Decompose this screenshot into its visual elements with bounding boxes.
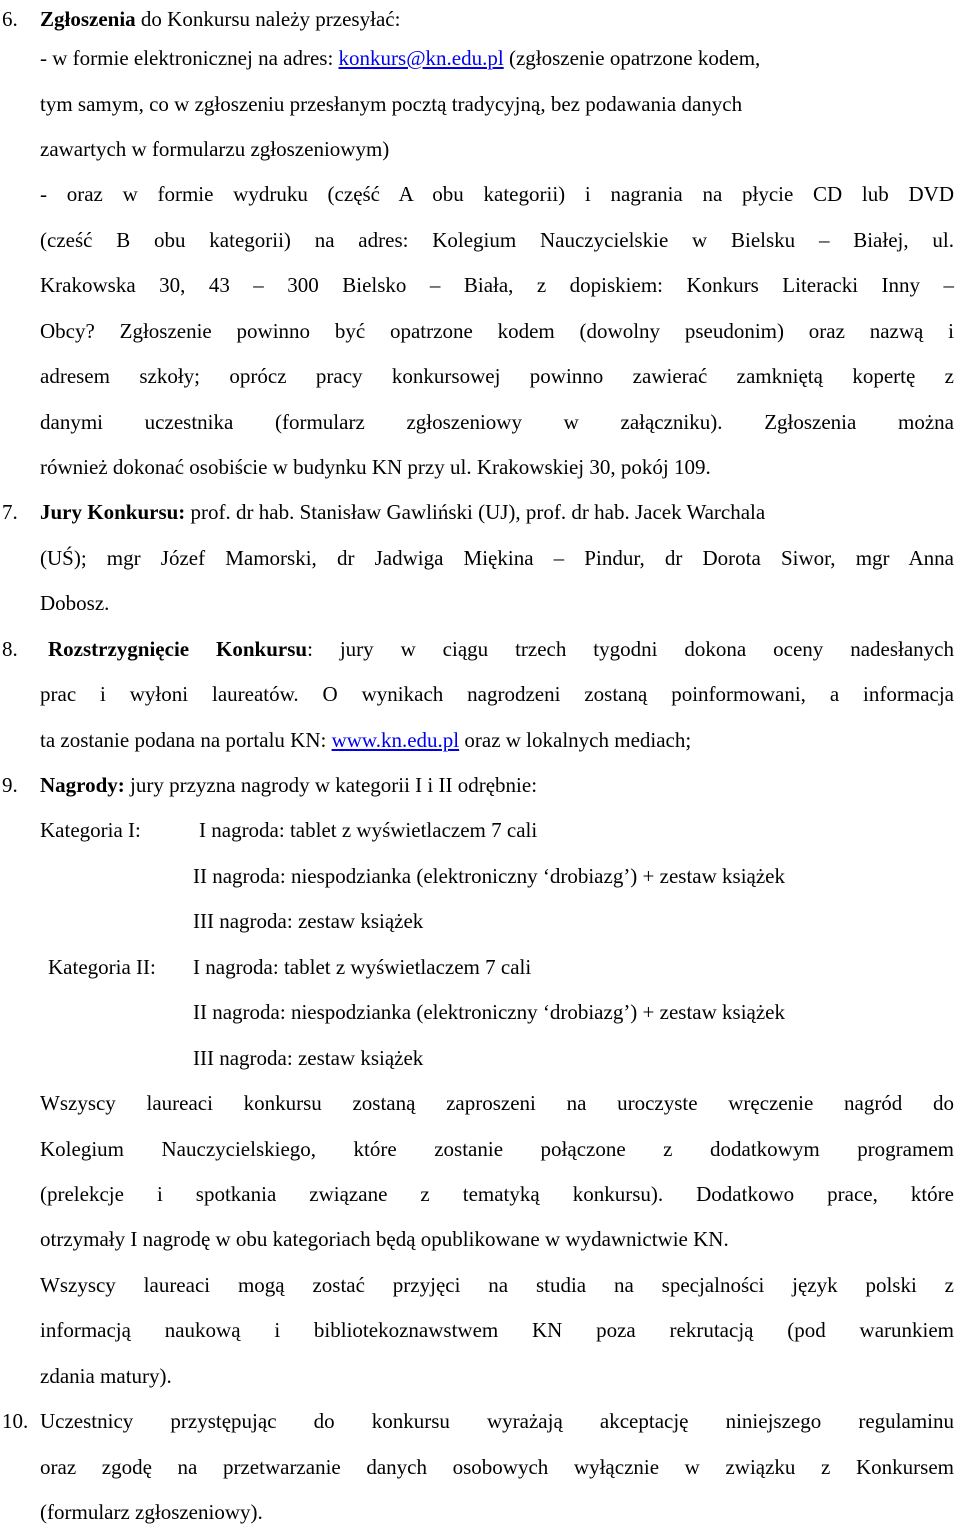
- section-9-line-1: Wszyscy laureaci konkursu zostaną zaproszeni na uroczyste wręczenie nagród do: [40, 1091, 954, 1115]
- section-8-title: Rozstrzygnięcie Konkursu: [48, 637, 308, 661]
- section-8-line-3-post: oraz w lokalnych mediach;: [459, 728, 692, 752]
- section-9-line-3: (prelekcje i spotkania związane z tematyką konkursu). Dodatkowo prace, które: [40, 1182, 954, 1206]
- section-6-heading: [40, 7, 400, 31]
- category-1-prize-3: III nagroda: zestaw książek: [193, 909, 424, 933]
- section-6-line-10: również dokonać osobiście w budynku KN przy ul. Krakowskiej 30, pokój 109.: [40, 455, 711, 479]
- section-6-number: 6.: [2, 7, 18, 31]
- email-link[interactable]: konkurs@kn.edu.pl: [338, 46, 504, 70]
- section-6-line-1: [40, 46, 760, 70]
- section-8-line-2: prac i wyłoni laureatów. O wynikach nagrodzeni zostaną poinformowani, a informacja: [40, 682, 954, 706]
- section-6-line-9: danymi uczestnika (formularz zgłoszeniowy w załączniku). Zgłoszenia można: [40, 410, 954, 434]
- section-6-line-6: Krakowska 30, 43 – 300 Bielsko – Biała, z dopiskiem: Konkurs Literacki Inny –: [40, 273, 954, 297]
- category-2-prize-2: II nagroda: niespodzianka (elektroniczny ‘drobiazg’) + zestaw książek: [193, 1000, 785, 1024]
- section-8-number: 8.: [2, 637, 18, 661]
- section-10-line-2: oraz zgodę na przetwarzanie danych osobowych wyłącznie w związku z Konkursem: [40, 1455, 954, 1479]
- section-8-line-1-text: : jury w ciągu trzech tygodni dokona oceny nadesłanych: [307, 637, 954, 661]
- category-2-prize-1: I nagroda: tablet z wyświetlaczem 7 cali: [193, 955, 532, 979]
- section-9-line-7: zdania matury).: [40, 1364, 172, 1388]
- section-9-heading: [40, 773, 537, 797]
- category-1-label: Kategoria I:: [40, 818, 141, 842]
- section-7-line-3: Dobosz.: [40, 591, 110, 615]
- section-9-number: 9.: [2, 773, 18, 797]
- section-10-line-3: (formularz zgłoszeniowy).: [40, 1500, 263, 1524]
- section-6-line-4: - oraz w formie wydruku (część A obu kategorii) i nagrania na płycie CD lub DVD: [40, 182, 954, 206]
- section-9-line-4: otrzymały I nagrodę w obu kategoriach będą opublikowane w wydawnictwie KN.: [40, 1227, 729, 1251]
- section-10-line-1: Uczestnicy przystępując do konkursu wyrażają akceptację niniejszego regulaminu: [40, 1409, 954, 1433]
- section-6-line-5: (cześć B obu kategorii) na adres: Kolegium Nauczycielskie w Bielsku – Białej, ul.: [40, 228, 954, 252]
- section-9-title: Nagrody:: [40, 773, 125, 797]
- section-6-line-3: zawartych w formularzu zgłoszeniowym): [40, 137, 390, 161]
- section-6-title: Zgłoszenia: [40, 7, 136, 31]
- section-8-line-3: [40, 728, 691, 752]
- section-7-title: Jury Konkursu:: [40, 500, 186, 524]
- section-6-line-1-post: (zgłoszenie opatrzone kodem,: [503, 46, 761, 70]
- section-7-number: 7.: [2, 500, 18, 524]
- section-7-line-1: [40, 500, 765, 524]
- section-6-line-1-pre: - w formie elektronicznej na adres:: [40, 46, 339, 70]
- section-8-line-3-pre: ta zostanie podana na portalu KN:: [40, 728, 332, 752]
- section-6-line-8: adresem szkoły; oprócz pracy konkursowej powinno zawierać zamkniętą kopertę z: [40, 364, 954, 388]
- section-9-line-5: Wszyscy laureaci mogą zostać przyjęci na studia na specjalności język polski z: [40, 1273, 954, 1297]
- category-2-label: Kategoria II:: [48, 955, 156, 979]
- section-8-line-1: [48, 637, 954, 661]
- section-6-intro: do Konkursu należy przesyłać:: [135, 7, 401, 31]
- section-10-number: 10.: [2, 1409, 29, 1433]
- section-9-line-2: Kolegium Nauczycielskiego, które zostanie połączone z dodatkowym programem: [40, 1137, 954, 1161]
- section-7-line-2: (UŚ); mgr Józef Mamorski, dr Jadwiga Miękina – Pindur, dr Dorota Siwor, mgr Anna: [40, 546, 954, 570]
- section-9-intro: jury przyzna nagrody w kategorii I i II odrębnie:: [124, 773, 538, 797]
- section-6-line-2: tym samym, co w zgłoszeniu przesłanym pocztą tradycyjną, bez podawania danych: [40, 92, 743, 116]
- category-2-prize-3: III nagroda: zestaw książek: [193, 1046, 424, 1070]
- section-7-line-1-text: prof. dr hab. Stanisław Gawliński (UJ), prof. dr hab. Jacek Warchala: [185, 500, 766, 524]
- section-6-line-7: Obcy? Zgłoszenie powinno być opatrzone kodem (dowolny pseudonim) oraz nazwą i: [40, 319, 954, 343]
- category-1-prize-2: II nagroda: niespodzianka (elektroniczny ‘drobiazg’) + zestaw książek: [193, 864, 785, 888]
- category-1-prize-1: I nagroda: tablet z wyświetlaczem 7 cali: [199, 818, 538, 842]
- section-9-line-6: informacją naukową i bibliotekoznawstwem KN poza rekrutacją (pod warunkiem: [40, 1318, 954, 1342]
- portal-link[interactable]: www.kn.edu.pl: [331, 728, 460, 752]
